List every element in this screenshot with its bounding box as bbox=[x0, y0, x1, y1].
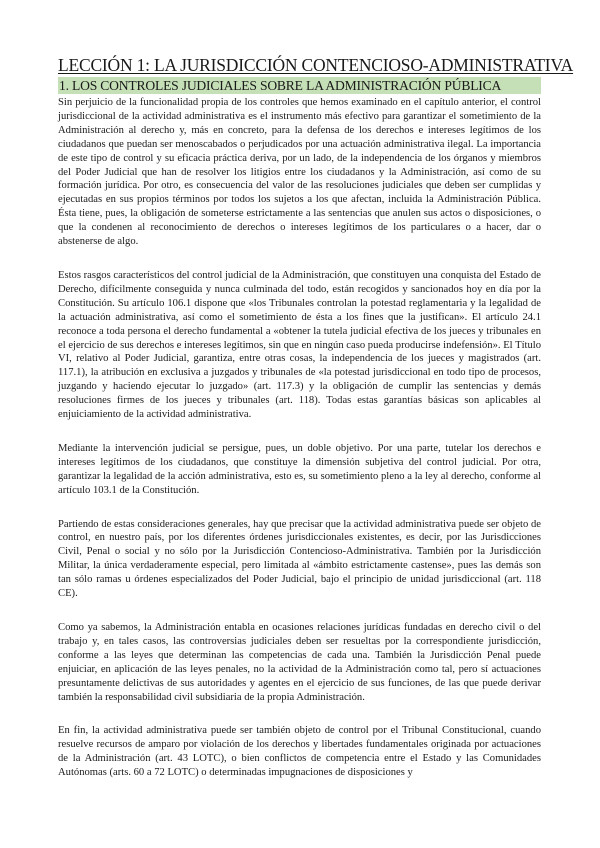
paragraph-4: Partiendo de estas consideraciones generales, hay que precisar que la actividad administrativa puede ser objeto de control, en nuestro país, por los diferentes órdenes jurisdiccionales existentes, es decir, por las Jurisdicciones Civil, Penal o social y no sólo por la Jurisdicción Contencioso-Administrativa. También por la Jurisdicción Militar, la única verdaderamente especial, pero limitada al «ámbito estrictamente castense», pues las demás son tan sólo ramas u órdenes especializados del Poder Judicial, bajo el principio de unidad jurisdiccional (art. 118 CE). bbox=[58, 518, 541, 600]
paragraph-6: En fin, la actividad administrativa puede ser también objeto de control por el Tribunal Constitucional, cuando resuelve recursos de amparo por violación de los derechos y libertades fundamentales originada por actuaciones de la Administración (art. 43 LOTC), o bien conflictos de competencia entre el Estado y las Comunidades Autónomas (arts. 60 a 72 LOTC) o determinadas impugnaciones de disposiciones y bbox=[58, 725, 541, 779]
paragraph-1: Sin perjuicio de la funcionalidad propia de los controles que hemos examinado en el capítulo anterior, el control jurisdiccional de la actividad administrativa es el instrumento más efectivo para garantizar el sometimiento de la Administración al derecho y, más en concreto, para la defensa de los derechos e intereses legítimos de los ciudadanos que puedan ser menoscabados o perjudicados por una actuación administrativa ilegal. La importancia de este tipo de control y su eficacia práctica deriva, por un lado, de la independencia de los órganos y miembros del Poder Judicial que han de resolver los litigios entre los ciudadanos y la Administración, así como de su formación jurídica. Por otro, es consecuencia del valor de las resoluciones judiciales que deben ser cumplidas y ejecutadas en sus propios términos por todos los sujetos a los que afectan, incluida la Administración Pública. Ésta tiene, pues, la obligación de someterse estrictamente a las sentencias que anulen sus actos o disposiciones, o que la condenen al reconocimiento de derechos o intereses legítimos de los particulares o a hacer, dar o abstenerse de algo. bbox=[58, 97, 541, 248]
lesson-title: LECCIÓN 1: LA JURISDICCIÓN CONTENCIOSO-ADMINISTRATIVA bbox=[58, 55, 574, 75]
section-heading: 1. LOS CONTROLES JUDICIALES SOBRE LA ADMINISTRACIÓN PÚBLICA bbox=[58, 77, 541, 94]
document-page bbox=[58, 55, 574, 800]
paragraph-3: Mediante la intervención judicial se persigue, pues, un doble objetivo. Por una parte, tutelar los derechos e intereses legítimos de los ciudadanos, que constituye la dimensión subjetiva del control judicial. Por otra, garantizar la legalidad de la acción administrativa, esto es, su sometimiento pleno a la ley al derecho, conforme al artículo 103.1 de la Constitución. bbox=[58, 442, 541, 496]
paragraph-2: Estos rasgos característicos del control judicial de la Administración, que constituyen una conquista del Estado de Derecho, difícilmente conseguida y nunca culminada del todo, están recogidos y sancionados hoy en día por la Constitución. Su artículo 106.1 dispone que «los Tribunales controlan la potestad reglamentaria y la legalidad de la actuación administrativa, así como el sometimiento de ésta a los fines que la justifican». El artículo 24.1 reconoce a toda persona el derecho fundamental a «obtener la tutela judicial efectiva de los jueces y tribunales en el ejercicio de sus derechos e intereses legítimos, sin que en ningún caso pueda producirse indefensión». El Título VI, relativo al Poder Judicial, garantiza, entre otras cosas, la independencia de los jueces y magistrados (art. 117.1), la atribución en exclusiva a juzgados y tribunales de «la potestad jurisdiccional en todo tipo de procesos, juzgando y haciendo ejecutar lo juzgado» (art. 117.3) y la obligación de cumplir las sentencias y demás resoluciones firmes de los jueces y tribunales (art. 118). Todas estas garantías básicas son aplicables al enjuiciamiento de la actividad administrativa. bbox=[58, 269, 541, 421]
paragraph-5: Como ya sabemos, la Administración entabla en ocasiones relaciones jurídicas fundadas en derecho civil o del trabajo y, en tales casos, las controversias judiciales deben ser resueltas por la correspondiente jurisdicción, conforme a las leyes que determinan las competencias de cada una. También la Jurisdicción Penal puede enjuiciar, en aplicación de las leyes penales, no la actividad de la Administración como tal, pero sí actuaciones presuntamente delictivas de sus autoridades y agentes en el ejercicio de sus funciones, de las que puede derivar también la responsabilidad civil subsidiaria de la propia Administración. bbox=[58, 622, 541, 703]
